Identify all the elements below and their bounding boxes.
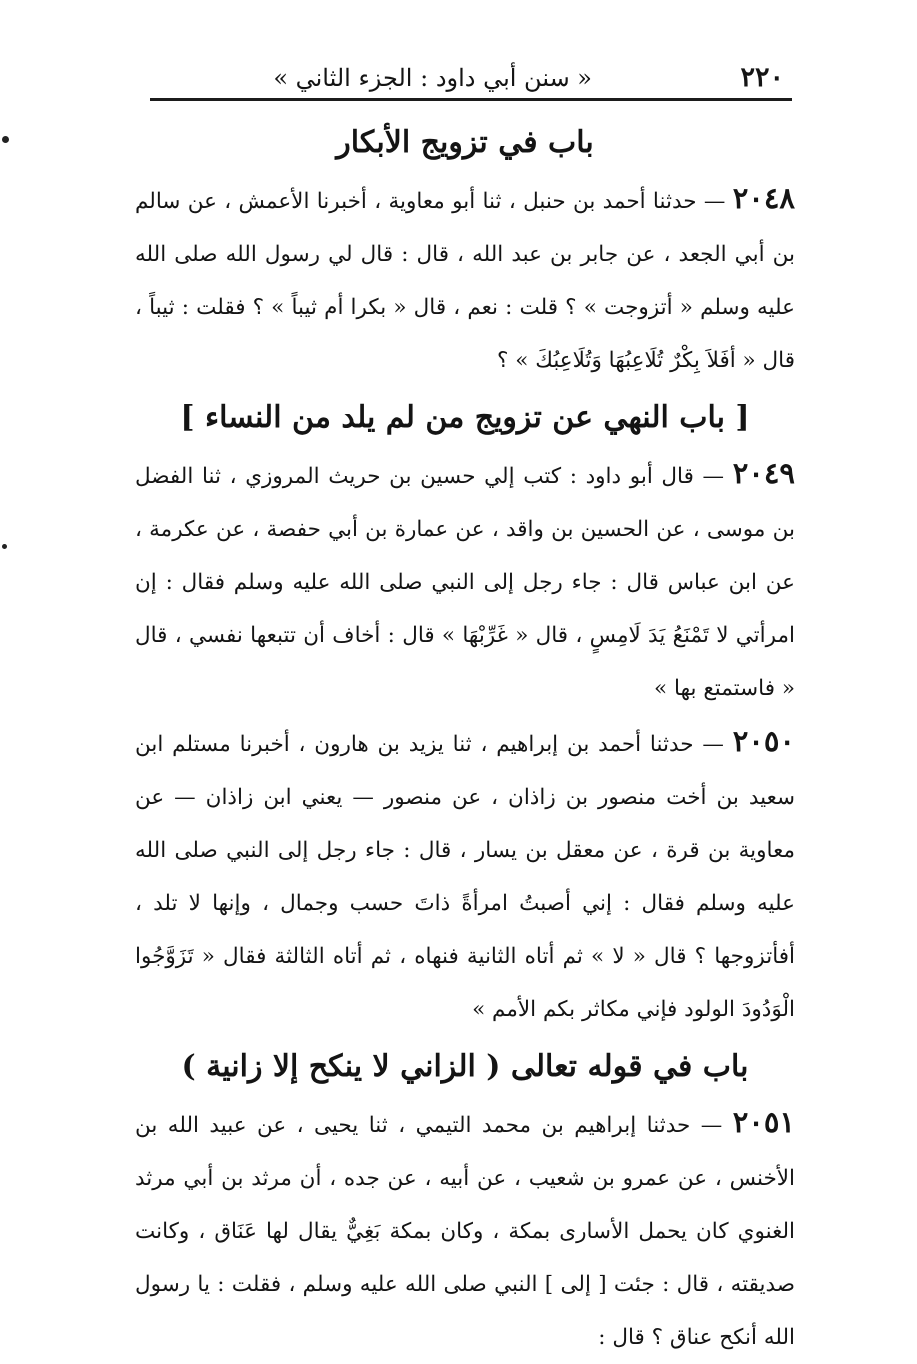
page-header xyxy=(150,58,792,101)
hadith-paragraph xyxy=(135,715,795,1036)
hadith-number: ٢٠٤٨ xyxy=(732,181,795,215)
chapter-title: [ باب النهي عن تزويج من لم يلد من النساء ] xyxy=(180,400,750,435)
hadith-text: — حدثنا أحمد بن حنبل ، ثنا أبو معاوية ، أخبرنا الأعمش ، عن سالم بن أبي الجعد ، عن جابر بن عبد الله ، قال : قال لي رسول الله صلى الله عليه وسلم « أتزوجت » ؟ قلت : نعم ، قال « بكرا أم ثيباً » ؟ فقلت : ثيباً ، قال « أفَلاَ بِكْرٌ تُلَاعِبُهَا وَتُلَاعِبُكَ » ؟ xyxy=(135,189,795,373)
page-body xyxy=(135,112,795,1364)
page-number: ٢٢٠ xyxy=(740,62,784,93)
hadith-text: — قال أبو داود : كتب إلي حسين بن حريث المروزي ، ثنا الفضل بن موسى ، عن الحسين بن واقد ، عن عمارة بن أبي حفصة ، عن عكرمة ، عن ابن عباس قال : جاء رجل إلى النبي صلى الله عليه وسلم فقال : إن امرأتي لا تَمْنَعُ يَدَ لَامِسٍ ، قال « غَرِّبْهَا » قال : أخاف أن تتبعها نفسي ، قال « فاستمتع بها » xyxy=(135,464,795,701)
running-title: « سنن أبي داود : الجزء الثاني » xyxy=(273,64,592,92)
hadith-paragraph xyxy=(135,172,795,387)
hadith-number: ٢٠٥١ xyxy=(732,1105,796,1139)
margin-mark xyxy=(2,136,9,143)
chapter-title: باب في قوله تعالى ( الزاني لا ينكح إلا زانية ) xyxy=(181,1049,749,1084)
hadith-text: — حدثنا أحمد بن إبراهيم ، ثنا يزيد بن هارون ، أخبرنا مستلم ابن سعيد بن أخت منصور بن زاذان ، عن منصور — يعني ابن زاذان — عن معاوية بن قرة ، عن معقل بن يسار ، قال : جاء رجل إلى النبي صلى الله عليه وسلم فقال : إني أصبتُ امرأةً ذاتَ حسب وجمال ، وإنها لا تلد ، أفأتزوجها ؟ قال « لا » ثم أتاه الثانية فنهاه ، ثم أتاه الثالثة فقال « تَزَوَّجُوا الْوَدُودَ الولود فإني مكاثر بكم الأمم » xyxy=(135,732,795,1022)
hadith-paragraph xyxy=(135,447,795,715)
hadith-text: — حدثنا إبراهيم بن محمد التيمي ، ثنا يحيى ، عن عبيد الله بن الأخنس ، عن عمرو بن شعيب ، عن أبيه ، عن جده ، أن مرثد بن أبي مرثد الغنوي كان يحمل الأسارى بمكة ، وكان بمكة بَغِيٌّ يقال لها عَنَاق ، وكانت صديقته ، قال : جئت [ إلى ] النبي صلى الله عليه وسلم ، فقلت : يا رسول الله أنكح عناق ؟ قال : xyxy=(135,1113,795,1350)
hadith-paragraph xyxy=(135,1096,795,1364)
margin-mark xyxy=(2,544,7,549)
chapter-title: باب في تزويج الأبكار xyxy=(336,125,594,160)
hadith-number: ٢٠٥٠ xyxy=(732,724,795,758)
hadith-number: ٢٠٤٩ xyxy=(732,456,795,490)
